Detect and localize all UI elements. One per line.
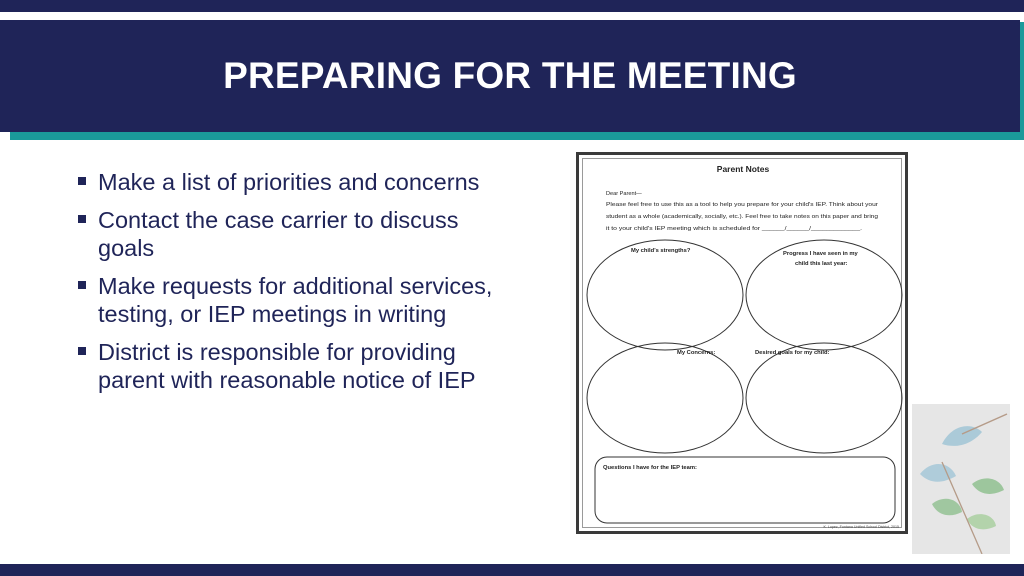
bullet-text: Make a list of priorities and concerns [98, 169, 480, 195]
concerns-oval [587, 343, 743, 453]
parent-notes-document-image [576, 152, 908, 534]
bottom-border-bar [0, 564, 1024, 576]
document-salutation: Dear Parent— [606, 191, 642, 197]
bullet-item [78, 338, 498, 394]
bullet-square-icon [78, 215, 86, 223]
concerns-label: My Concerns: [677, 350, 716, 356]
goals-oval [746, 343, 902, 453]
strengths-oval [587, 240, 743, 350]
questions-label: Questions I have for the IEP team: [603, 465, 697, 471]
leaf-icon [912, 404, 1010, 554]
top-border-bar [0, 0, 1024, 12]
goals-label: Desired goals for my child: [755, 350, 830, 356]
progress-label-line2: child this last year: [795, 261, 848, 267]
bullet-square-icon [78, 281, 86, 289]
parent-notes-form [579, 155, 905, 531]
progress-label-line1: Progress I have seen in my [783, 251, 858, 257]
strengths-label: My child's strengths? [631, 248, 691, 254]
leaf-decoration-image [912, 404, 1010, 554]
slide-title: PREPARING FOR THE MEETING [223, 55, 797, 96]
bullet-item [78, 168, 498, 196]
document-intro-line: Please feel free to use this as a tool to help you prepare for your child's IEP. Think about your [606, 202, 879, 208]
bullet-item [78, 272, 498, 328]
document-intro-line: student as a whole (academically, socially, etc.). Feel free to take notes on this paper and bring [606, 214, 879, 220]
document-intro-line: it to your child's IEP meeting which is scheduled for ______/______/_____________. [606, 226, 862, 232]
document-footer: K. Lopez, Fontana Unified School District, 2015 [823, 525, 899, 529]
bullet-square-icon [78, 347, 86, 355]
document-heading: Parent Notes [716, 164, 770, 174]
bullet-text: District is responsible for providing parent with reasonable notice of IEP [98, 339, 476, 393]
bullet-text: Make requests for additional services, testing, or IEP meetings in writing [98, 273, 493, 327]
bullet-list [78, 168, 498, 404]
bullet-item [78, 206, 498, 262]
bullet-square-icon [78, 177, 86, 185]
title-banner [0, 20, 1020, 132]
bullet-text: Contact the case carrier to discuss goals [98, 207, 459, 261]
